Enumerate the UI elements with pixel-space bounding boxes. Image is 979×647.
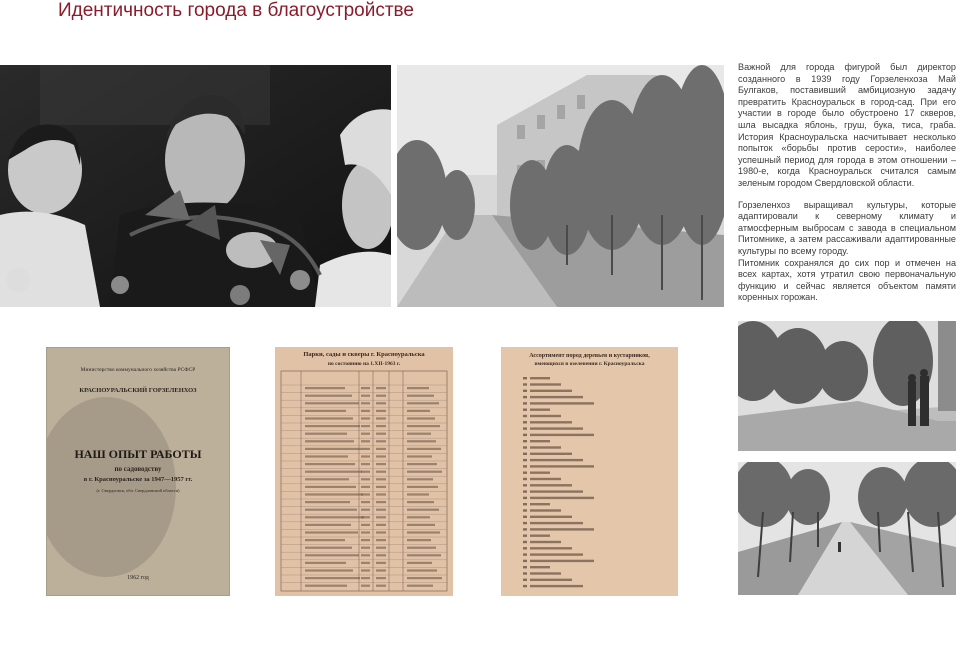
species-list-lines (501, 347, 678, 596)
photo-gardeners-with-grapes (0, 65, 391, 307)
article-paragraph: Питомник сохранялся до сих пор и отмечен на всех картах, хотя утратил свою первоначальную функцию и сейчас является объектом памяти коренных горожан. (738, 257, 956, 303)
booklet-title: НАШ ОПЫТ РАБОТЫ (74, 447, 202, 461)
parks-table-grid (275, 347, 453, 596)
article-paragraph: Горзеленхоз выращивал культуры, которые адаптировали к северному климату и атмосферным выбросам с завода в специальном Питомнике, а затем рассаживали адаптированные культуры по всему городу. (738, 199, 956, 256)
species-list-subtitle: имеющихся в озеленении г. Красноуральска (534, 361, 645, 367)
booklet-year: 1962 год (127, 575, 149, 581)
booklet-subtitle: по садоводству (114, 465, 162, 473)
parks-table-page (275, 347, 453, 596)
booklet-subtitle: в г. Красноуральске за 1947—1957 гг. (83, 476, 193, 483)
booklet-subtitle: (г. Свердловск, обл. Свердловской области) (96, 488, 180, 493)
photo-tree-alley-building (397, 65, 724, 307)
photo-long-tree-alley (738, 462, 956, 595)
parks-table-title: Парки, сады и скверы г. Красноуральска (303, 351, 425, 358)
photo-street-with-people (738, 321, 956, 451)
article-paragraph: Важной для города фигурой был директор созданного в 1939 году Горзеленхоза Май Булгаков, поставивший амбициозную задачу превратить Красноуральск в город-сад. При его участии в городе было обустроено 17 скверов, шла высадка яблонь, груш, бука, тиса, граба. История Красноуральска насчитывает несколько попыток «борьбы против серости», наиболее успешный период для города в этом отношении – 1980-е, когда Красноуральск считался самым зеленым городом Свердловской области. (738, 62, 956, 188)
parks-table-subtitle: по состоянию на 1.XII-1963 г. (327, 361, 401, 367)
article-text (738, 62, 956, 314)
booklet-org: КРАСНОУРАЛЬСКИЙ ГОРЗЕЛЕНХОЗ (79, 387, 197, 394)
booklet-cover (46, 347, 230, 596)
species-list-title: Ассортимент пород деревьев и кустарников, (529, 353, 650, 359)
booklet-ministry: Министерство коммунального хозяйства РСФСР (80, 367, 196, 373)
page-title: Идентичность города в благоустройстве (58, 0, 414, 21)
species-list-page (501, 347, 678, 596)
